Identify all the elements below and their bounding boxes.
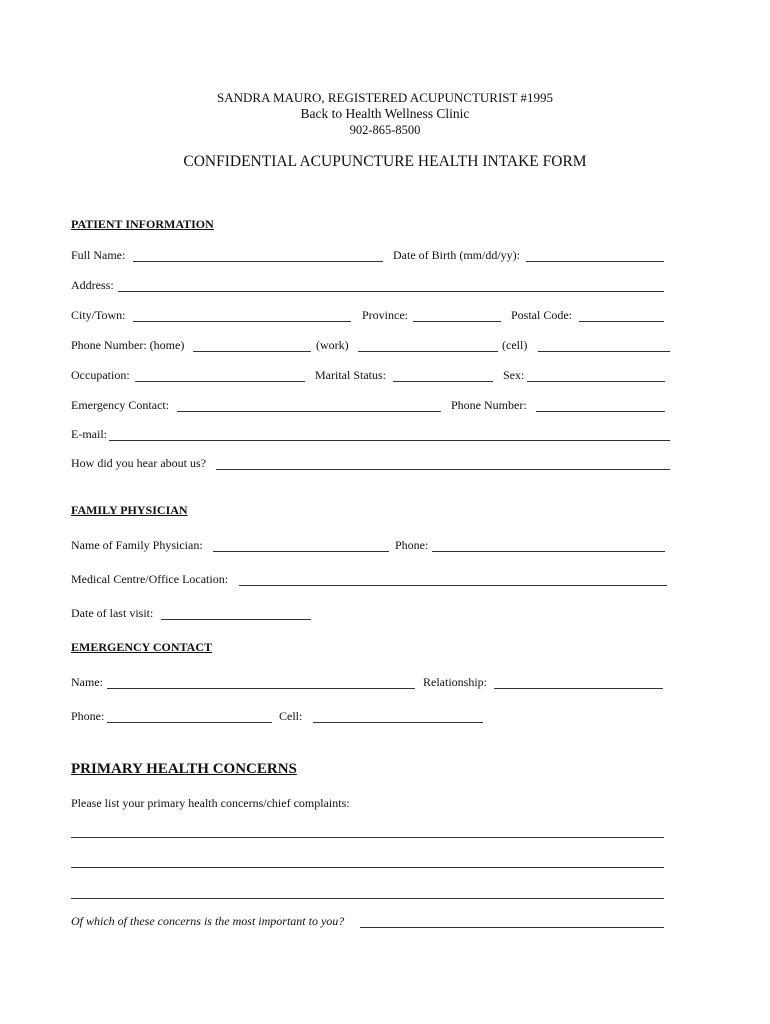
relationship-field[interactable] xyxy=(494,675,663,689)
referral-label: How did you hear about us? xyxy=(71,456,206,470)
marital-status-label: Marital Status: xyxy=(315,368,386,382)
sex-label: Sex: xyxy=(503,368,525,382)
city-town-label: City/Town: xyxy=(71,308,126,322)
phone-number-field[interactable] xyxy=(536,398,665,412)
office-location-label: Medical Centre/Office Location: xyxy=(71,572,229,586)
address-field[interactable] xyxy=(118,278,664,292)
form-title: CONFIDENTIAL ACUPUNCTURE HEALTH INTAKE FORM xyxy=(183,153,587,170)
concerns-prompt-row xyxy=(71,796,670,814)
phone-number-label: Phone Number: xyxy=(451,398,527,412)
physician-phone-label: Phone: xyxy=(395,538,429,552)
primary-health-concerns-heading: PRIMARY HEALTH CONCERNS xyxy=(71,761,297,777)
phone-cell-field[interactable] xyxy=(538,338,670,352)
sex-field[interactable] xyxy=(527,368,665,382)
office-location-row xyxy=(71,572,670,590)
clinic-name: Back to Health Wellness Clinic xyxy=(300,106,470,121)
ec-name-field[interactable] xyxy=(107,675,415,689)
postal-code-field[interactable] xyxy=(579,308,664,322)
referral-field[interactable] xyxy=(216,456,670,470)
physician-name-field[interactable] xyxy=(213,538,389,552)
ec-phone-field[interactable] xyxy=(107,709,272,723)
address-label: Address: xyxy=(71,278,114,292)
ec-name-label: Name: xyxy=(71,675,103,689)
relationship-label: Relationship: xyxy=(423,675,487,689)
email-label: E-mail: xyxy=(71,427,107,441)
emergency-contact-label: Emergency Contact: xyxy=(71,398,170,412)
ec-phone-label: Phone: xyxy=(71,709,105,723)
patient-information-heading: PATIENT INFORMATION xyxy=(71,217,214,231)
concern-line-1[interactable] xyxy=(71,837,664,838)
full-name-label: Full Name: xyxy=(71,248,126,262)
last-visit-field[interactable] xyxy=(161,606,311,620)
full-name-field[interactable] xyxy=(133,248,383,262)
ec-cell-label: Cell: xyxy=(279,709,303,723)
concerns-prompt: Please list your primary health concerns/chief complaints: xyxy=(71,796,350,810)
phone-work-label: (work) xyxy=(316,338,349,352)
physician-name-label: Name of Family Physician: xyxy=(71,538,203,552)
office-location-field[interactable] xyxy=(239,572,667,586)
phone-cell-label: (cell) xyxy=(502,338,528,352)
province-label: Province: xyxy=(362,308,408,322)
practitioner-name: SANDRA MAURO, REGISTERED ACUPUNCTURIST #1995 xyxy=(217,90,553,105)
email-row xyxy=(71,427,670,445)
occupation-field[interactable] xyxy=(135,368,305,382)
last-visit-label: Date of last visit: xyxy=(71,606,154,620)
most-important-row xyxy=(71,914,670,932)
referral-row xyxy=(71,456,670,474)
city-town-field[interactable] xyxy=(133,308,351,322)
phone-home-label: Phone Number: (home) xyxy=(71,338,185,352)
last-visit-row xyxy=(71,606,670,624)
emergency-contact-heading: EMERGENCY CONTACT xyxy=(71,640,213,654)
clinic-phone: 902-865-8500 xyxy=(349,123,421,137)
phone-work-field[interactable] xyxy=(358,338,498,352)
most-important-label: Of which of these concerns is the most important to you? xyxy=(71,914,345,928)
most-important-field[interactable] xyxy=(360,914,664,928)
concern-line-3[interactable] xyxy=(71,898,664,899)
ec-cell-field[interactable] xyxy=(313,709,483,723)
emergency-contact-row xyxy=(71,398,670,416)
concern-line-2[interactable] xyxy=(71,867,664,868)
province-field[interactable] xyxy=(413,308,501,322)
physician-phone-field[interactable] xyxy=(432,538,665,552)
ec-phone-row xyxy=(71,709,670,727)
postal-code-label: Postal Code: xyxy=(511,308,573,322)
marital-status-field[interactable] xyxy=(393,368,493,382)
email-field[interactable] xyxy=(109,427,670,441)
phone-row xyxy=(71,338,670,356)
date-of-birth-field[interactable] xyxy=(526,248,664,262)
ec-name-row xyxy=(71,675,670,693)
occupation-row xyxy=(71,368,670,386)
emergency-contact-field[interactable] xyxy=(177,398,441,412)
occupation-label: Occupation: xyxy=(71,368,130,382)
physician-row xyxy=(71,538,670,556)
full-name-row xyxy=(71,248,670,266)
family-physician-heading: FAMILY PHYSICIAN xyxy=(71,503,188,517)
phone-home-field[interactable] xyxy=(193,338,311,352)
date-of-birth-label: Date of Birth (mm/dd/yy): xyxy=(393,248,520,262)
city-row xyxy=(71,308,670,326)
address-row xyxy=(71,278,670,296)
